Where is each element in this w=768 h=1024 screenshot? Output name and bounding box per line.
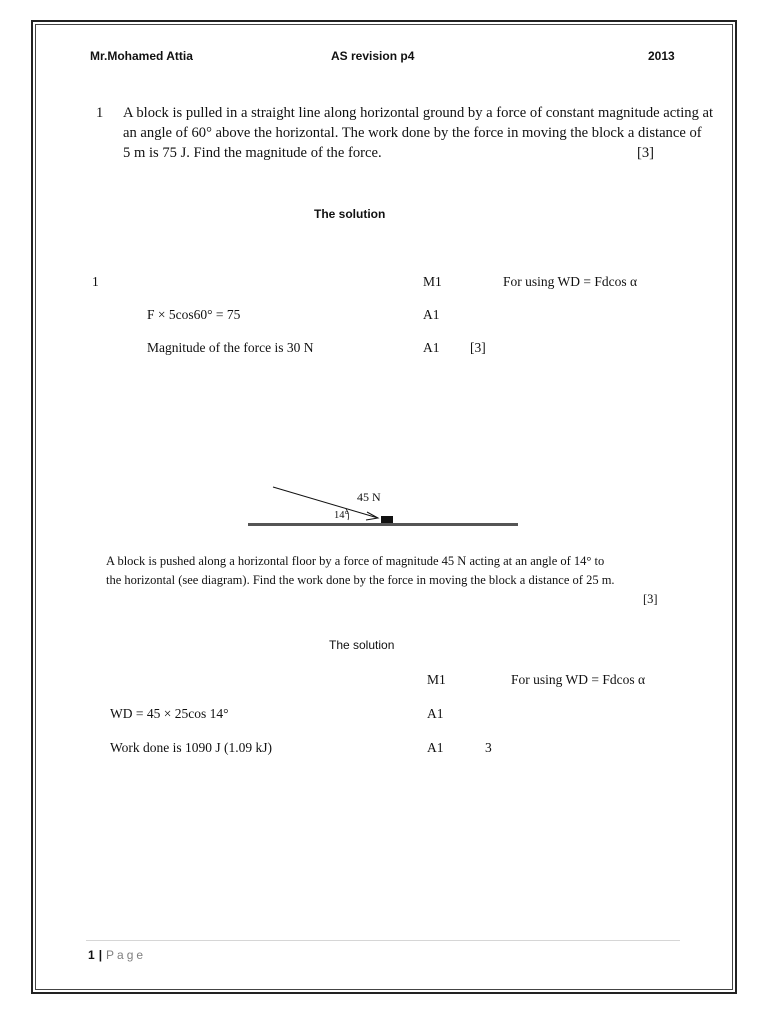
header-author: Mr.Mohamed Attia: [90, 49, 193, 63]
footer-rule: [86, 940, 680, 941]
diagram-force-label: 45 N: [357, 490, 381, 504]
scheme2-row2-mark: A1: [427, 706, 444, 721]
scheme1-row2-mark: A1: [423, 307, 440, 322]
scheme1-number: 1: [92, 274, 99, 289]
question1-line3: 5 m is 75 J. Find the magnitude of the force.: [123, 145, 382, 161]
scheme2-row1-note: For using WD = Fdcos α: [511, 672, 646, 687]
scheme2-row3-mark: A1: [427, 740, 444, 755]
force-diagram: [240, 478, 530, 534]
header-year: 2013: [648, 49, 675, 63]
scheme2-row3-work: Work done is 1090 J (1.09 kJ): [110, 740, 273, 755]
scheme2-row3-total: 3: [485, 740, 492, 755]
page-separator: |: [98, 948, 103, 962]
scheme1-row3-mark: A1: [423, 340, 440, 355]
question2-solution-heading: The solution: [329, 638, 395, 652]
page-footer: [88, 946, 146, 964]
question1-line2: an angle of 60° above the horizontal. The work done by the force in moving the block a distance of: [123, 125, 702, 141]
question2-marks: [3]: [643, 592, 658, 606]
scheme1-row1-mark: M1: [423, 274, 442, 289]
page-label: Page: [106, 948, 147, 962]
scheme1-row3-total: [3]: [470, 340, 486, 355]
block: [381, 516, 393, 523]
header-title: AS revision p4: [331, 49, 415, 63]
scheme1-row3-work: Magnitude of the force is 30 N: [147, 340, 314, 355]
scheme2-row2-work: WD = 45 × 25cos 14°: [110, 706, 229, 721]
question1-marks: [3]: [637, 145, 655, 161]
question1-number: 1: [96, 105, 104, 121]
page-number: 1: [88, 948, 95, 962]
scheme1-row1-note: For using WD = Fdcos α: [503, 274, 638, 289]
question2-line1: A block is pushed along a horizontal floor by a force of magnitude 45 N acting at an angle of 14° to: [106, 554, 605, 568]
scheme2-row1-mark: M1: [427, 672, 446, 687]
question2-line2: the horizontal (see diagram). Find the work done by the force in moving the block a distance of 25 m.: [106, 573, 615, 587]
scheme1-row2-work: F × 5cos60° = 75: [147, 307, 241, 322]
diagram-angle-label: 14°: [334, 510, 349, 521]
question1-solution-heading: The solution: [314, 207, 386, 221]
question1-line1: A block is pulled in a straight line along horizontal ground by a force of constant magnitude acting at: [123, 105, 714, 121]
